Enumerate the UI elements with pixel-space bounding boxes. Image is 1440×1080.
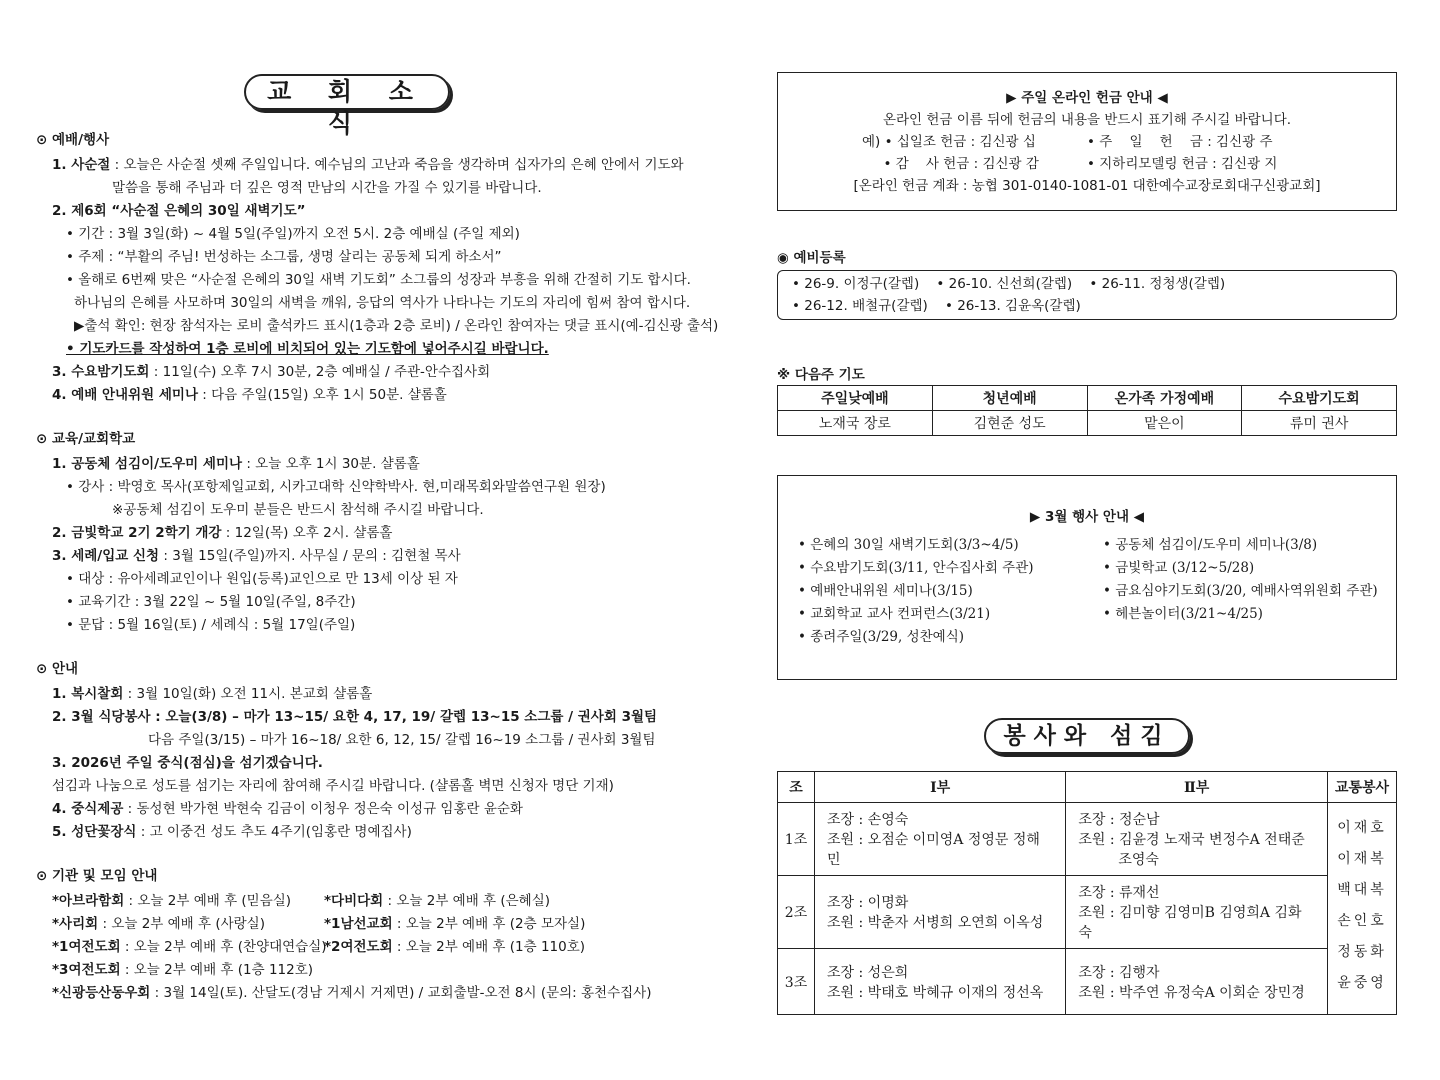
seminar-speaker: • 강사 : 박영호 목사(포항제일교회, 시카고대학 신약학박사. 현,미래목회와말씀연구원 원장) [66, 479, 606, 495]
prayer-leader: 류미 권사 [1242, 411, 1397, 436]
cafeteria-service: 2. 3월 식당봉사 : 오늘(3/8) – 마가 13~15/ 요한 4, 17, 19/ 갈렙 13~15 소그룹 / 권사회 3월팀 [52, 709, 658, 725]
attendance-check: ▶출석 확인: 현장 참석자는 로비 출석카드 표시(1층과 2층 로비) / 온라인 참여자는 댓글 표시(예-김신광 출석) [74, 318, 719, 334]
event-item: • 수요밤기도회(3/11, 안수집사회 주관) [798, 560, 1034, 576]
traffic-volunteer: 정동화 [1337, 944, 1387, 960]
event-item: • 금빛학교 (3/12~5/28) [1103, 560, 1255, 576]
seminar-note: ※공동체 섬김이 도우미 분들은 반드시 참석해 주시길 바랍니다. [112, 502, 484, 518]
lunch-service-cont: 섬김과 나눔으로 성도를 섬기는 자리에 참여해 주시길 바랍니다. (샬롬홀 벽면 신청자 명단 기재) [52, 778, 614, 794]
offering-account: [온라인 헌금 계좌 : 농협 301-0140-1081-01 대한예수교장로회대구신광교회] [853, 178, 1321, 194]
prayer-header: 온가족 가정예배 [1087, 386, 1242, 411]
right-page [777, 72, 1397, 1015]
part1-members: 조장 : 이명화 조원 : 박춘자 서병희 오연희 이옥성 [815, 876, 1066, 949]
offering-examples [778, 131, 1396, 175]
lent-item: 1. 사순절 : 오늘은 사순절 셋째 주일입니다. 예수님의 고난과 죽음을 생각하며 십자가의 은혜 안에서 기도와 [52, 157, 684, 173]
service-title: 봉사와 섬김 [984, 718, 1190, 754]
group-meeting: *3여전도회 : 오늘 2부 예배 후 (1층 112호) [52, 962, 314, 978]
group-meeting: *1남선교회 : 오늘 2부 예배 후 (2층 모자실) [324, 916, 586, 932]
lunch-providers: 4. 중식제공 : 동성현 박가현 박현숙 김금이 이청우 정은숙 이성규 임홍란 윤순화 [52, 801, 523, 817]
prayer-leader: 노재국 장로 [778, 411, 933, 436]
event-item: • 교회학교 교사 컨퍼런스(3/21) [798, 606, 991, 622]
prayer-card-note: • 기도카드를 작성하여 1층 로비에 비치되어 있는 기도함에 넣어주시길 바랍니다. [66, 341, 549, 357]
lunch-service: 3. 2026년 주일 중식(점심)을 섬기겠습니다. [52, 755, 323, 771]
group-label: 3조 [778, 949, 815, 1015]
table-row [778, 949, 1397, 1015]
baptism-application: 3. 세례/입교 신청 : 3월 15일(주일)까지. 사무실 / 문의 : 김현철 목사 [52, 548, 461, 564]
group-meeting: *아브라함회 : 오늘 2부 예배 후 (믿음실) [52, 893, 292, 909]
prayer-leader: 김현준 성도 [932, 411, 1087, 436]
event-item: • 은혜의 30일 새벽기도회(3/3~4/5) [798, 537, 1019, 553]
baptism-period: • 교육기간 : 3월 22일 ~ 5월 10일(주일, 8주간) [66, 594, 356, 610]
online-offering-box [777, 72, 1397, 211]
cafeteria-service-next: 다음 주일(3/15) – 마가 16~18/ 요한 6, 12, 15/ 갈렙 16~19 소그룹 / 권사회 3월팀 [148, 732, 656, 748]
group-label: 1조 [778, 803, 815, 876]
dawn-prayer-title: 2. 제6회 “사순절 은혜의 30일 새벽기도” [52, 203, 306, 219]
prayer-header: 주일낮예배 [778, 386, 933, 411]
table-row [778, 803, 1397, 876]
church-news-page [36, 70, 719, 1005]
traffic-volunteer: 윤중영 [1337, 975, 1387, 991]
prayer-header: 청년예배 [932, 386, 1087, 411]
offering-example: • 감 사 헌금 : 김신광 감 [862, 156, 1039, 172]
offering-example: • 주 일 헌 금 : 김신광 주 [1087, 134, 1273, 150]
prayer-header: 수요밤기도회 [1242, 386, 1397, 411]
traffic-volunteer: 백대복 [1337, 882, 1387, 898]
pre-registration-box [777, 270, 1397, 320]
service-table [777, 771, 1397, 1015]
traffic-volunteer: 이재호 [1337, 820, 1387, 836]
event-item: • 금요심야기도회(3/20, 예배사역위원회 주관) [1103, 583, 1378, 599]
online-offering-desc: 온라인 헌금 이름 뒤에 헌금의 내용을 반드시 표기해 주시길 바랍니다. [882, 112, 1292, 128]
event-item: • 종려주일(3/29, 성찬예식) [798, 629, 965, 645]
event-item: • 헤븐놀이터(3/21~4/25) [1103, 606, 1263, 622]
service-section [777, 718, 1397, 1015]
table-row [778, 411, 1397, 436]
offering-example: 예) • 십일조 헌금 : 김신광 십 [862, 134, 1036, 150]
part2-members: 조장 : 김행자 조원 : 박주연 유정숙A 이회순 장민경 [1066, 949, 1328, 1015]
section-groups-heading: ⊙ 기관 및 모임 안내 [36, 868, 158, 884]
baptism-target: • 대상 : 유아세례교인이나 원입(등록)교인으로 만 13세 이상 된 자 [66, 571, 458, 587]
group-meeting: *2여전도회 : 오늘 2부 예배 후 (1층 110호) [324, 939, 586, 955]
group-label: 2조 [778, 876, 815, 949]
table-row [778, 876, 1397, 949]
traffic-volunteer: 이재복 [1337, 851, 1387, 867]
pre-registration-line: • 26-9. 이정구(갈렙) • 26-10. 신선희(갈렙) • 26-11. 정청생(갈렙) [792, 276, 1226, 292]
group-meetings [36, 890, 696, 982]
wednesday-prayer: 3. 수요밤기도회 : 11일(수) 오후 7시 30분, 2층 예배실 / 주관-안수집사회 [52, 364, 491, 380]
traffic-service-list [1328, 803, 1397, 1015]
section-education-heading: ⊙ 교육/교회학교 [36, 431, 136, 447]
group-meeting: *사리회 : 오늘 2부 예배 후 (사랑실) [52, 916, 265, 932]
group-meeting: *다비다회 : 오늘 2부 예배 후 (은혜실) [324, 893, 551, 909]
part1-members: 조장 : 손영숙 조원 : 오점순 이미영A 정영문 정해민 [815, 803, 1066, 876]
part2-members: 조장 : 정순남 조원 : 김윤경 노재국 변정수A 전태준 조영숙 [1066, 803, 1328, 876]
service-header: Ⅱ부 [1066, 772, 1328, 803]
online-offering-title: ▶ 주일 온라인 헌금 안내 ◀ [1006, 90, 1168, 106]
pre-registration-title: ◉ 예비등록 [777, 250, 846, 266]
usher-seminar: 4. 예배 안내위원 세미나 : 다음 주일(15일) 오후 1시 50분. 샬롬홀 [52, 387, 447, 403]
dawn-prayer-theme: • 주제 : “부활의 주님! 번성하는 소그룹, 생명 살리는 공동체 되게 하소서” [66, 249, 502, 265]
altar-flowers: 5. 성단꽃장식 : 고 이중건 성도 추도 4주기(임홍란 명예집사) [52, 824, 412, 840]
baptism-dates: • 문답 : 5월 16일(토) / 세례식 : 5월 17일(주일) [66, 617, 356, 633]
dawn-prayer-desc: • 올해로 6번째 맞은 “사순절 은혜의 30일 새벽 기도회” 소그룹의 성장과 부흥을 위해 간절히 기도 합시다. [66, 272, 691, 288]
offering-example: • 지하리모델링 헌금 : 김신광 지 [1087, 156, 1278, 172]
prayer-leader: 맡은이 [1087, 411, 1242, 436]
dawn-prayer-desc-cont: 하나님의 은혜를 사모하며 30일의 새벽을 깨워, 응답의 역사가 나타나는 기도의 자리에 힘써 참여 합시다. [74, 295, 691, 311]
church-news-title: 교 회 소 식 [244, 74, 450, 110]
golden-school: 2. 금빛학교 2기 2학기 개강 : 12일(목) 오후 2시. 샬롬홀 [52, 525, 393, 541]
march-events-list [798, 534, 1376, 649]
march-events-title: ▶ 3월 행사 안내 ◀ [1029, 509, 1145, 525]
part2-members: 조장 : 류재선 조원 : 김미향 김영미B 김영희A 김화숙 [1066, 876, 1328, 949]
events-column-right [1103, 534, 1378, 649]
event-item: • 공동체 섬김이/도우미 세미나(3/8) [1103, 537, 1318, 553]
group-meeting: *1여전도회 : 오늘 2부 예배 후 (찬양대연습실) [52, 939, 327, 955]
district-meeting: 1. 복시찰회 : 3월 10일(화) 오전 11시. 본교회 샬롬홀 [52, 686, 373, 702]
traffic-volunteer: 손인호 [1337, 913, 1387, 929]
next-week-prayer-title: ※ 다음주 기도 [777, 367, 865, 383]
section-notice-heading: ⊙ 안내 [36, 661, 79, 677]
community-seminar: 1. 공동체 섬김이/도우미 세미나 : 오늘 오후 1시 30분. 샬롬홀 [52, 456, 420, 472]
hiking-club: *신광등산동우회 : 3월 14일(토). 산달도(경남 거제시 거제면) / 교회출발-오전 8시 (문의: 홍천수집사) [52, 985, 652, 1001]
events-column-left [798, 534, 1103, 649]
dawn-prayer-period: • 기간 : 3월 3일(화) ~ 4월 5일(주일)까지 오전 5시. 2층 예배실 (주일 제외) [66, 226, 520, 242]
service-header: 교통봉사 [1328, 772, 1397, 803]
lent-item-cont: 말씀을 통해 주님과 더 깊은 영적 만남의 시간을 가질 수 있기를 바랍니다. [112, 180, 542, 196]
march-events-box [777, 475, 1397, 680]
service-header: Ⅰ부 [815, 772, 1066, 803]
service-header: 조 [778, 772, 815, 803]
event-item: • 예배안내위원 세미나(3/15) [798, 583, 973, 599]
table-header-row [778, 772, 1397, 803]
table-header-row [778, 386, 1397, 411]
pre-registration-line: • 26-12. 배철규(갈렙) • 26-13. 김윤옥(갈렙) [792, 298, 1081, 314]
prayer-table [777, 385, 1397, 436]
section-worship-heading: ⊙ 예배/행사 [36, 132, 110, 148]
part1-members: 조장 : 성은희 조원 : 박태호 박혜규 이재의 정선옥 [815, 949, 1066, 1015]
